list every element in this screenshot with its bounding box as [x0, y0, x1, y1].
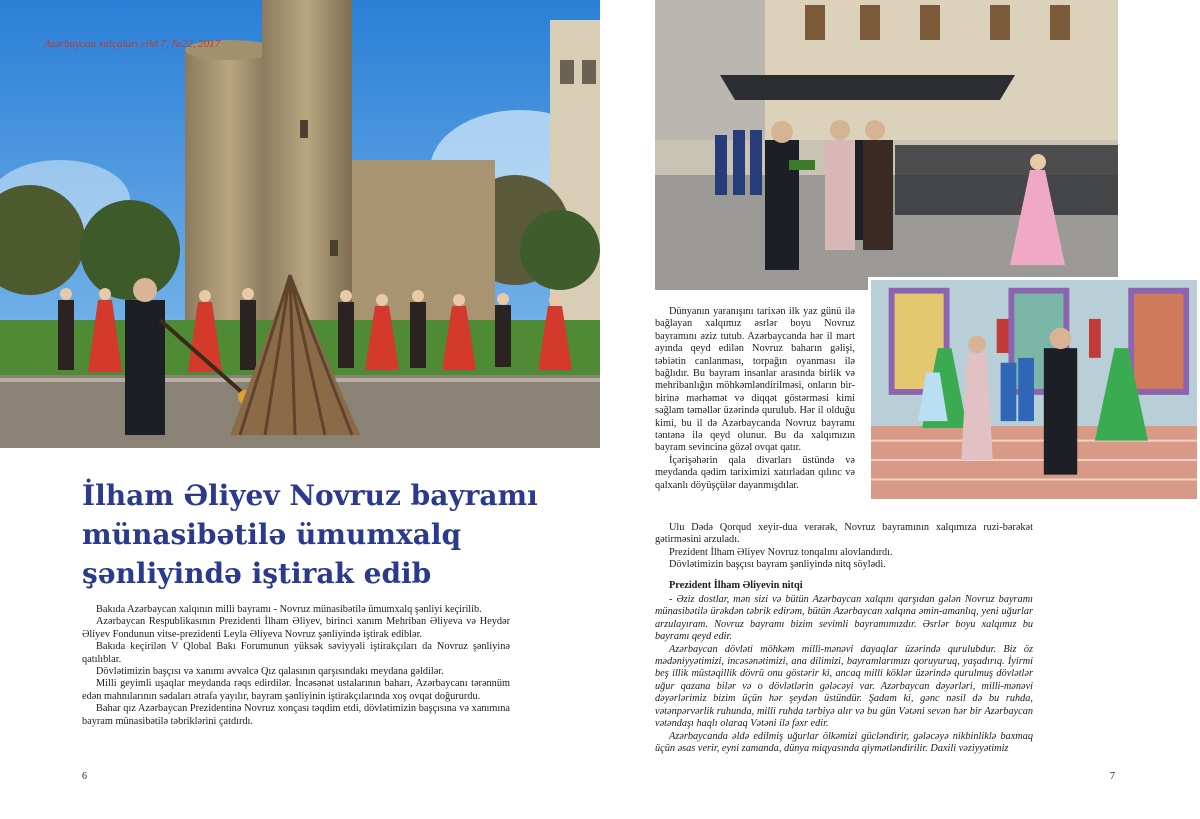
page-number-left: 6 [82, 771, 87, 782]
article-title [82, 476, 552, 593]
paragraph: Bakıda keçirilən V Qlobal Bakı Forumunun yüksək səviyyəli iştirakçıları da Novruz şənliyinə qatılıblar. [82, 641, 510, 665]
paragraph: İçərişəhərin qala divarları üstündə və meydanda qədim tariximizi xatırladan qılınc və qalxanlı döyüşçülər dayanmışdılar. [655, 454, 855, 491]
photo-maiden-tower-bonfire [0, 0, 600, 448]
speech-heading: Prezident İlham Əliyevin nitqi [669, 579, 803, 591]
paragraph: Prezident İlham Əliyev Novruz tonqalını alovlandırdı. [669, 546, 893, 558]
left-body-text [82, 604, 510, 728]
paragraph: - Əziz dostlar, mən sizi və bütün Azərbaycan xalqını qarşıdan gələn Novruz bayramı münasibətilə ürəkdən təbrik edirəm, bütün Azərbaycan xalqına əmin-amanlıq, yeni uğurlar arzulayıram. Novruz bayramı bizim sevimli bayramımızdır. Əsrlər boyu xalqımız bu bayramı qeyd edir. [655, 594, 1033, 643]
right-narrow-column [655, 306, 855, 492]
page-number-right: 7 [1110, 771, 1115, 782]
paragraph: Azərbaycan Respublikasının Prezidenti İlham Əliyev, birinci xanım Mehriban Əliyeva və Heydər Əliyev Fondunun vitse-prezidenti Leyla Əliyeva Novruz şənliyində iştirak ediblər. [82, 616, 510, 640]
title-line: İlham Əliyev Novruz bayramı [82, 479, 538, 512]
paragraph: Dövlətimizin başçısı bayram şənliyində nitq söylədi. [669, 559, 886, 571]
paragraph: Bahar qız Azərbaycan Prezidentinə Novruz xonçası təqdim etdi, dövlətimizin başçısına və xanımına bayram münasibətilə təbriklərini çatdırdı. [82, 703, 510, 727]
paragraph: Azərbaycanda əldə edilmiş uğurlar ölkəmizi gücləndirir, gələcəyə nikbinliklə baxmaq üçün əsas verir, eyni zamanda, dünya miqyasında qiymətləndirilir. Daxili vəziyyətimiz [655, 730, 1033, 754]
title-line: şənliyində iştirak edib [82, 557, 432, 590]
photo-ceremony-officials [655, 0, 1118, 290]
right-body-text [655, 522, 1033, 755]
paragraph: Milli geyimli uşaqlar meydanda rəqs edirdilər. İncəsənət ustalarının baharı, Azərbaycanı tərənnüm edən mahnılarının sədaları ətrafa yayılır, bayram şənliyinin iştirakçılarında xoş ovqat doğururdu. [82, 678, 510, 702]
paragraph: Bakıda Azərbaycan xalqının milli bayramı - Novruz münasibətilə ümumxalq şənliyi keçirilib. [96, 604, 482, 615]
paragraph: Dünyanın yaranışını tarixən ilk yaz günü ilə bağlayan xalqımız əsrlər boyu Novruz bayramını əziz tutub. Azərbaycanda hər il mart ayında qeyd edilən Novruz baharın gəlişi, təbiətin canlanması, torpağın oyanması ilə bağlıdır. Bu bayram insanlar arasında birlik və mehribanlığın möhkəmləndirilməsi, onların bir-birinə mərhəmət və diqqət göstərməsi kimi sağlam təməllər üzərində qurulub. Hər il olduğu kimi, bu il də Azərbaycanda Novruz bayramı təntənə ilə qeyd olunur. Bu da xalqımızın bayram sevincinə gözəl ovqat qatır. [655, 306, 855, 454]
title-line: münasibətilə ümumxalq [82, 518, 462, 551]
journal-reference: Azərbaycan xalçaları cild 7, №22, 2017 [44, 38, 221, 50]
paragraph: Ulu Dədə Qorqud xeyir-dua verərək, Novruz bayramının xalqımıza ruzi-bərəkət gətirməsini arzuladı. [655, 522, 1033, 546]
photo-stage-children [868, 277, 1200, 502]
paragraph: Azərbaycan dövləti möhkəm milli-mənəvi dayaqlar üzərində qurulubdur. Biz öz mədəniyyətimizi, incəsənətimizi, ana dilimizi, bayramlarımızı qoruyuruq, yaşadırıq. İyirmi beş illik müstəqillik dövrü onu göstərir ki, ancaq milli köklər üzərində qurulmuş dövlətlər uğur qazana bilər və o dövlətlərin gələcəyi var. Azərbaycan dəyərləri, milli-mənəvi dəyərlərimiz bizim üçün hər şeydən üstündür. Şadam ki, gənc nəsil də bu ruhda, vətənpərvərlik ruhunda, milli ruhda tərbiyə alır və bu gün Vətəni sevən hər bir Azərbaycan vətəndaşı haqlı olaraq Vətəni ilə fəxr edir. [655, 643, 1033, 730]
paragraph: Dövlətimizin başçısı və xanımı əvvəlcə Qız qalasının qarşısındakı meydana gəldilər. [96, 666, 444, 678]
speech-text [655, 594, 1033, 755]
